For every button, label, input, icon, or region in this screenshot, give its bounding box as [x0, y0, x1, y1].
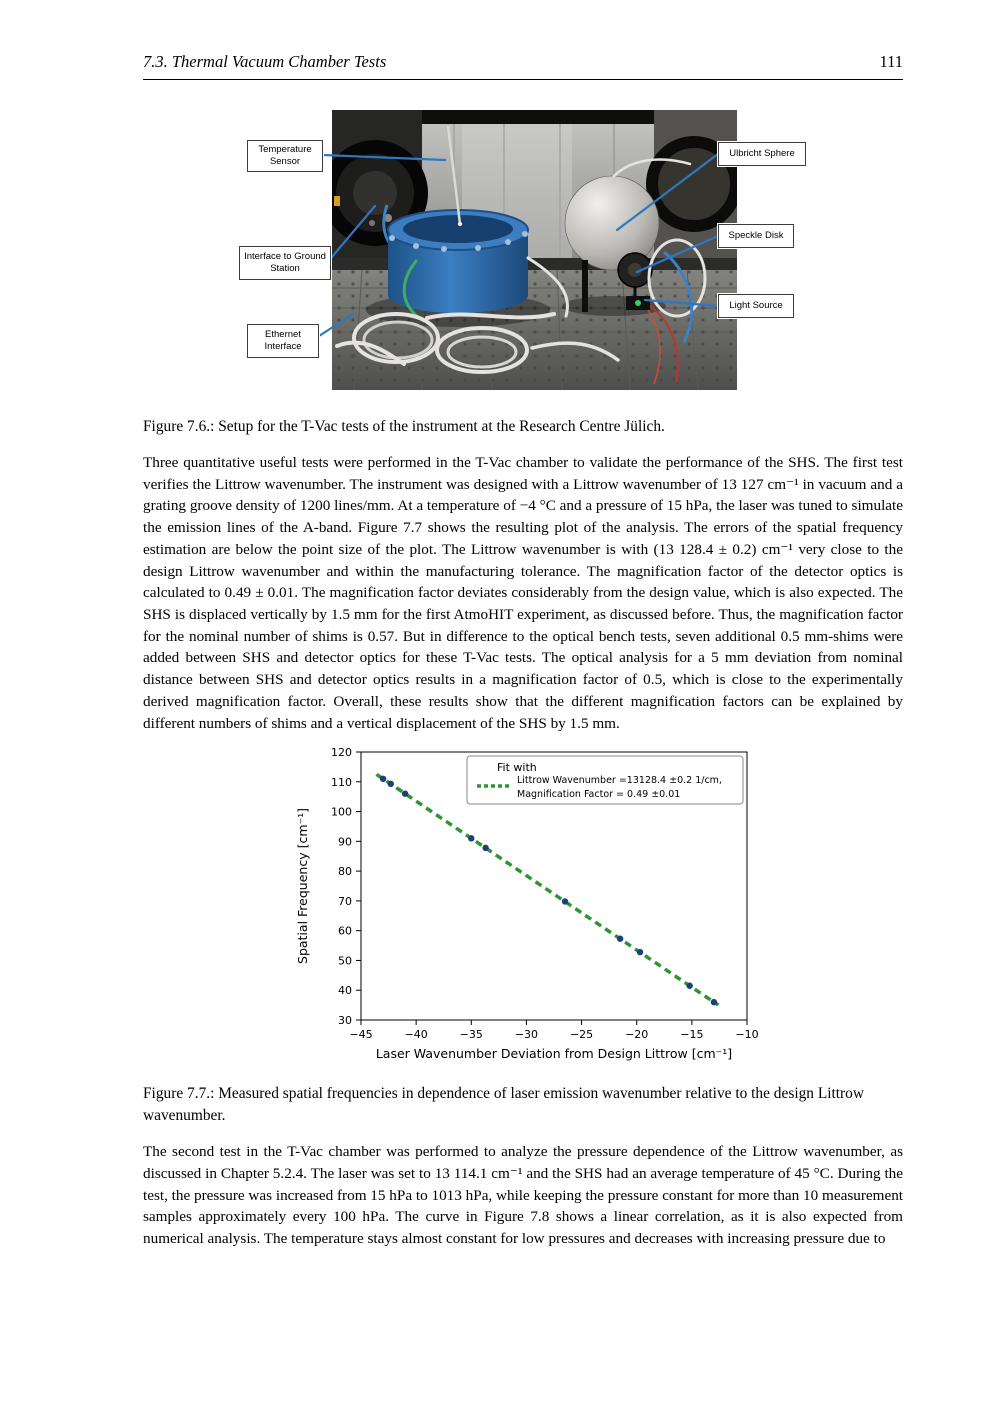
callout-interface-ground-station [239, 246, 331, 280]
svg-text:−35: −35 [459, 1028, 483, 1042]
svg-text:Spatial Frequency [cm⁻¹]: Spatial Frequency [cm⁻¹] [295, 808, 310, 965]
callout-temperature-sensor [247, 140, 323, 172]
svg-text:60: 60 [338, 925, 352, 939]
spatial-frequency-chart [291, 744, 771, 1070]
svg-text:Magnification Factor = 0.49 ±0: Magnification Factor = 0.49 ±0.01 [517, 789, 681, 801]
section-heading: 7.3. Thermal Vacuum Chamber Tests [143, 52, 387, 71]
svg-text:100: 100 [331, 805, 352, 819]
callout-speckle-disk [718, 224, 794, 248]
callout-label: Ethernet Interface [264, 328, 302, 352]
callout-label: Temperature Sensor [258, 143, 312, 167]
figure-7-6 [143, 110, 903, 392]
page-number: 111 [879, 52, 903, 71]
svg-text:−45: −45 [349, 1028, 373, 1042]
svg-text:70: 70 [338, 895, 352, 909]
body-paragraph-1: Three quantitative useful tests were performed in the T-Vac chamber to validate the performance of the SHS. The first test verifies the Littrow wavenumber. The instrument was designed with a Littrow wavenumber of 13 127 cm⁻¹ in vacuum and a grating groove density of 1200 lines/mm. At a temperature of −4 °C and a pressure of 15 hPa, the laser was tuned to simulate the emission lines of the A-band. Figure 7.7 shows the resulting plot of the analysis. The errors of the spatial frequency estimation are below the point size of the plot. The Littrow wavenumber is with (13 128.4 ± 0.2) cm⁻¹ very close to the design Littrow wavenumber and within the manufacturing tolerance. The magnification factor of the detector optics is calculated to 0.49 ± 0.01. The magnification factor deviates considerably from the design value, which is also expected. The SHS is displaced vertically by 1.5 mm for the first AtmoHIT experiment, as discussed before. Thus, the magnification factor for the nominal number of shims is 0.57. But in difference to the optical bench tests, seven additional 0.5 mm-shims were added between SHS and detector optics for these T-Vac tests. The optical analysis for a 5 mm deviation from nominal distance between SHS and detector optics results in a magnification factor of 0.5, which is close to the experimentally derived magnification factor. Overall, these results show that the different magnification factors can be explained by different numbers of shims and a vertical displacement of the SHS by 1.5 mm. [143, 453, 903, 732]
callout-light-source [718, 294, 794, 318]
svg-text:−40: −40 [404, 1028, 428, 1042]
figure-7-7-caption: Figure 7.7.: Measured spatial frequencies in dependence of laser emission wavenumber relative to the design Littrow wavenumber. [143, 1085, 864, 1125]
svg-text:50: 50 [338, 954, 352, 968]
callout-label: Light Source [729, 299, 783, 311]
svg-text:110: 110 [331, 776, 352, 790]
svg-text:30: 30 [338, 1014, 352, 1028]
vacuum-chamber-photo [332, 110, 737, 390]
svg-text:120: 120 [331, 746, 352, 760]
svg-text:40: 40 [338, 984, 352, 998]
page-content [143, 0, 903, 1250]
svg-text:−30: −30 [514, 1028, 539, 1042]
callout-label: Interface to Ground Station [244, 250, 326, 274]
callout-ulbricht-sphere [718, 142, 806, 166]
svg-text:Fit with: Fit with [497, 761, 537, 775]
callout-label: Speckle Disk [728, 229, 784, 241]
svg-text:−25: −25 [569, 1028, 594, 1042]
svg-text:Laser Wavenumber Deviation fro: Laser Wavenumber Deviation from Design Littrow [cm⁻¹] [375, 1046, 733, 1062]
body-paragraph-2: The second test in the T-Vac chamber was performed to analyze the pressure dependence of the Littrow wavenumber, as discussed in Chapter 5.2.4. The laser was set to 13 114.1 cm⁻¹ and the SHS had an average temperature of 45 °C. During the test, the pressure was increased from 15 hPa to 1013 hPa, while keeping the pressure constant for more than 10 measurement samples approximately every 100 hPa. The curve in Figure 7.8 shows a linear correlation, as it is also expected from numerical analysis. The temperature stays almost constant for low pressures and decreases with increasing pressure due to [143, 1143, 904, 1248]
running-header [143, 52, 903, 80]
svg-text:−20: −20 [625, 1028, 649, 1042]
figure-7-7 [291, 744, 771, 1075]
svg-text:Littrow Wavenumber =13128.4 ±0: Littrow Wavenumber =13128.4 ±0.2 1/cm, [517, 775, 722, 787]
svg-text:80: 80 [338, 865, 352, 879]
svg-text:−10: −10 [735, 1028, 759, 1042]
svg-text:90: 90 [338, 835, 352, 849]
callout-ethernet-interface [247, 324, 319, 358]
callout-label: Ulbricht Sphere [729, 147, 795, 159]
figure-7-6-caption: Figure 7.6.: Setup for the T-Vac tests of the instrument at the Research Centre Jülich. [143, 418, 665, 435]
svg-text:−15: −15 [680, 1028, 704, 1042]
